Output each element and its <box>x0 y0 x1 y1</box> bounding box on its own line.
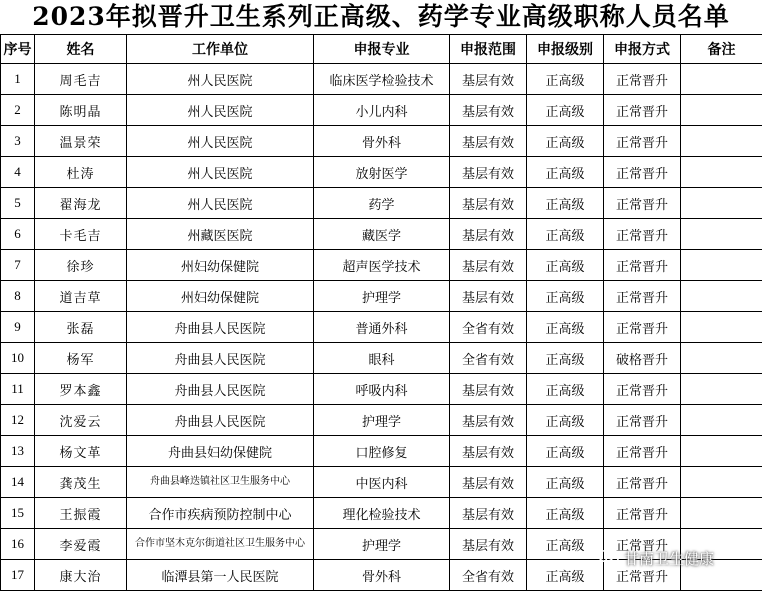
table-row <box>1 250 762 281</box>
cell-scope: 全省有效 <box>450 560 527 591</box>
cell-unit: 舟曲县人民医院 <box>127 343 314 374</box>
cell-major: 眼科 <box>314 343 450 374</box>
cell-note <box>681 498 762 529</box>
cell-name: 康大治 <box>35 560 127 591</box>
cell-note <box>681 219 762 250</box>
cell-level: 正高级 <box>527 126 604 157</box>
cell-major: 护理学 <box>314 529 450 560</box>
header-method: 申报方式 <box>604 35 681 64</box>
cell-scope: 基层有效 <box>450 405 527 436</box>
cell-no: 7 <box>1 250 35 281</box>
cell-scope: 基层有效 <box>450 529 527 560</box>
header-scope: 申报范围 <box>450 35 527 64</box>
cell-method: 正常晋升 <box>604 405 681 436</box>
table-row <box>1 188 762 219</box>
header-major: 申报专业 <box>314 35 450 64</box>
cell-scope: 基层有效 <box>450 219 527 250</box>
cell-method: 正常晋升 <box>604 157 681 188</box>
cell-name: 卡毛吉 <box>35 219 127 250</box>
table-row <box>1 281 762 312</box>
cell-scope: 基层有效 <box>450 374 527 405</box>
cell-name: 周毛吉 <box>35 64 127 95</box>
header-note: 备注 <box>681 35 762 64</box>
cell-scope: 基层有效 <box>450 436 527 467</box>
cell-scope: 基层有效 <box>450 95 527 126</box>
cell-no: 1 <box>1 64 35 95</box>
cell-unit: 舟曲县峰迭镇社区卫生服务中心 <box>127 467 314 498</box>
cell-no: 9 <box>1 312 35 343</box>
cell-method: 正常晋升 <box>604 467 681 498</box>
cell-note <box>681 126 762 157</box>
cell-level: 正高级 <box>527 157 604 188</box>
cell-level: 正高级 <box>527 281 604 312</box>
wechat-icon <box>598 549 620 567</box>
cell-unit: 舟曲县妇幼保健院 <box>127 436 314 467</box>
cell-level: 正高级 <box>527 529 604 560</box>
cell-method: 正常晋升 <box>604 374 681 405</box>
cell-method: 正常晋升 <box>604 560 681 591</box>
cell-major: 呼吸内科 <box>314 374 450 405</box>
cell-level: 正高级 <box>527 405 604 436</box>
cell-no: 10 <box>1 343 35 374</box>
cell-unit: 州藏医医院 <box>127 219 314 250</box>
header-no: 序号 <box>1 35 35 64</box>
table-row <box>1 64 762 95</box>
cell-major: 骨外科 <box>314 126 450 157</box>
cell-name: 王振霞 <box>35 498 127 529</box>
cell-major: 超声医学技术 <box>314 250 450 281</box>
cell-name: 罗本鑫 <box>35 374 127 405</box>
cell-level: 正高级 <box>527 343 604 374</box>
cell-note <box>681 250 762 281</box>
cell-name: 道吉草 <box>35 281 127 312</box>
cell-unit: 舟曲县人民医院 <box>127 374 314 405</box>
cell-unit: 州人民医院 <box>127 126 314 157</box>
table-row <box>1 405 762 436</box>
cell-no: 3 <box>1 126 35 157</box>
table-row <box>1 374 762 405</box>
cell-level: 正高级 <box>527 219 604 250</box>
table-row <box>1 343 762 374</box>
cell-no: 17 <box>1 560 35 591</box>
cell-method: 正常晋升 <box>604 95 681 126</box>
cell-note <box>681 343 762 374</box>
cell-name: 杨文革 <box>35 436 127 467</box>
cell-unit: 州人民医院 <box>127 95 314 126</box>
cell-name: 杨军 <box>35 343 127 374</box>
cell-no: 4 <box>1 157 35 188</box>
cell-scope: 全省有效 <box>450 343 527 374</box>
cell-major: 药学 <box>314 188 450 219</box>
cell-unit: 州妇幼保健院 <box>127 250 314 281</box>
cell-no: 14 <box>1 467 35 498</box>
cell-no: 13 <box>1 436 35 467</box>
cell-level: 正高级 <box>527 467 604 498</box>
cell-name: 李爱霞 <box>35 529 127 560</box>
cell-method: 正常晋升 <box>604 312 681 343</box>
cell-unit: 州人民医院 <box>127 157 314 188</box>
cell-unit: 临潭县第一人民医院 <box>127 560 314 591</box>
cell-major: 藏医学 <box>314 219 450 250</box>
cell-scope: 基层有效 <box>450 188 527 219</box>
cell-scope: 全省有效 <box>450 312 527 343</box>
cell-unit: 州人民医院 <box>127 188 314 219</box>
cell-no: 16 <box>1 529 35 560</box>
table-row <box>1 95 762 126</box>
cell-level: 正高级 <box>527 188 604 219</box>
cell-method: 正常晋升 <box>604 126 681 157</box>
cell-major: 护理学 <box>314 281 450 312</box>
header-level: 申报级别 <box>527 35 604 64</box>
header-unit: 工作单位 <box>127 35 314 64</box>
cell-no: 2 <box>1 95 35 126</box>
cell-level: 正高级 <box>527 250 604 281</box>
cell-method: 正常晋升 <box>604 188 681 219</box>
table-row <box>1 312 762 343</box>
cell-major: 骨外科 <box>314 560 450 591</box>
cell-note <box>681 467 762 498</box>
cell-unit: 舟曲县人民医院 <box>127 405 314 436</box>
cell-unit: 州妇幼保健院 <box>127 281 314 312</box>
cell-major: 小儿内科 <box>314 95 450 126</box>
cell-note <box>681 157 762 188</box>
cell-unit: 合作市坚木克尔街道社区卫生服务中心 <box>127 529 314 560</box>
cell-major: 放射医学 <box>314 157 450 188</box>
cell-method: 正常晋升 <box>604 250 681 281</box>
cell-scope: 基层有效 <box>450 64 527 95</box>
cell-method: 正常晋升 <box>604 436 681 467</box>
cell-name: 翟海龙 <box>35 188 127 219</box>
cell-method: 破格晋升 <box>604 343 681 374</box>
cell-method: 正常晋升 <box>604 281 681 312</box>
watermark <box>598 546 714 570</box>
cell-scope: 基层有效 <box>450 157 527 188</box>
cell-level: 正高级 <box>527 95 604 126</box>
table-header-row <box>1 35 762 64</box>
table-row <box>1 436 762 467</box>
cell-no: 11 <box>1 374 35 405</box>
cell-name: 温景荣 <box>35 126 127 157</box>
cell-unit: 合作市疾病预防控制中心 <box>127 498 314 529</box>
cell-major: 理化检验技术 <box>314 498 450 529</box>
cell-scope: 基层有效 <box>450 281 527 312</box>
cell-major: 普通外科 <box>314 312 450 343</box>
cell-note <box>681 312 762 343</box>
cell-no: 5 <box>1 188 35 219</box>
cell-method: 正常晋升 <box>604 64 681 95</box>
cell-scope: 基层有效 <box>450 498 527 529</box>
cell-method: 正常晋升 <box>604 498 681 529</box>
cell-method: 正常晋升 <box>604 219 681 250</box>
cell-major: 口腔修复 <box>314 436 450 467</box>
cell-scope: 基层有效 <box>450 467 527 498</box>
cell-note <box>681 405 762 436</box>
header-name: 姓名 <box>35 35 127 64</box>
cell-name: 陈明晶 <box>35 95 127 126</box>
cell-scope: 基层有效 <box>450 126 527 157</box>
cell-name: 徐珍 <box>35 250 127 281</box>
cell-major: 临床医学检验技术 <box>314 64 450 95</box>
cell-note <box>681 436 762 467</box>
watermark-text: 甘南卫生健康 <box>624 549 715 568</box>
cell-note <box>681 188 762 219</box>
page-title: 2023年拟晋升卫生系列正高级、药学专业高级职称人员名单 <box>32 2 730 31</box>
cell-level: 正高级 <box>527 560 604 591</box>
cell-name: 杜涛 <box>35 157 127 188</box>
cell-level: 正高级 <box>527 312 604 343</box>
table-row <box>1 467 762 498</box>
cell-no: 12 <box>1 405 35 436</box>
cell-level: 正高级 <box>527 498 604 529</box>
table-row <box>1 219 762 250</box>
cell-no: 6 <box>1 219 35 250</box>
cell-name: 张磊 <box>35 312 127 343</box>
cell-method: 正常晋升 <box>604 529 681 560</box>
cell-no: 15 <box>1 498 35 529</box>
cell-name: 龚茂生 <box>35 467 127 498</box>
cell-major: 护理学 <box>314 405 450 436</box>
cell-scope: 基层有效 <box>450 250 527 281</box>
candidate-table <box>0 34 762 591</box>
cell-level: 正高级 <box>527 64 604 95</box>
cell-major: 中医内科 <box>314 467 450 498</box>
cell-level: 正高级 <box>527 374 604 405</box>
table-body <box>1 64 762 591</box>
cell-note <box>681 64 762 95</box>
cell-unit: 舟曲县人民医院 <box>127 312 314 343</box>
cell-note <box>681 374 762 405</box>
cell-no: 8 <box>1 281 35 312</box>
table-row <box>1 126 762 157</box>
cell-name: 沈爱云 <box>35 405 127 436</box>
cell-note <box>681 95 762 126</box>
cell-unit: 州人民医院 <box>127 64 314 95</box>
cell-level: 正高级 <box>527 436 604 467</box>
cell-note <box>681 281 762 312</box>
table-row <box>1 157 762 188</box>
table-row <box>1 498 762 529</box>
